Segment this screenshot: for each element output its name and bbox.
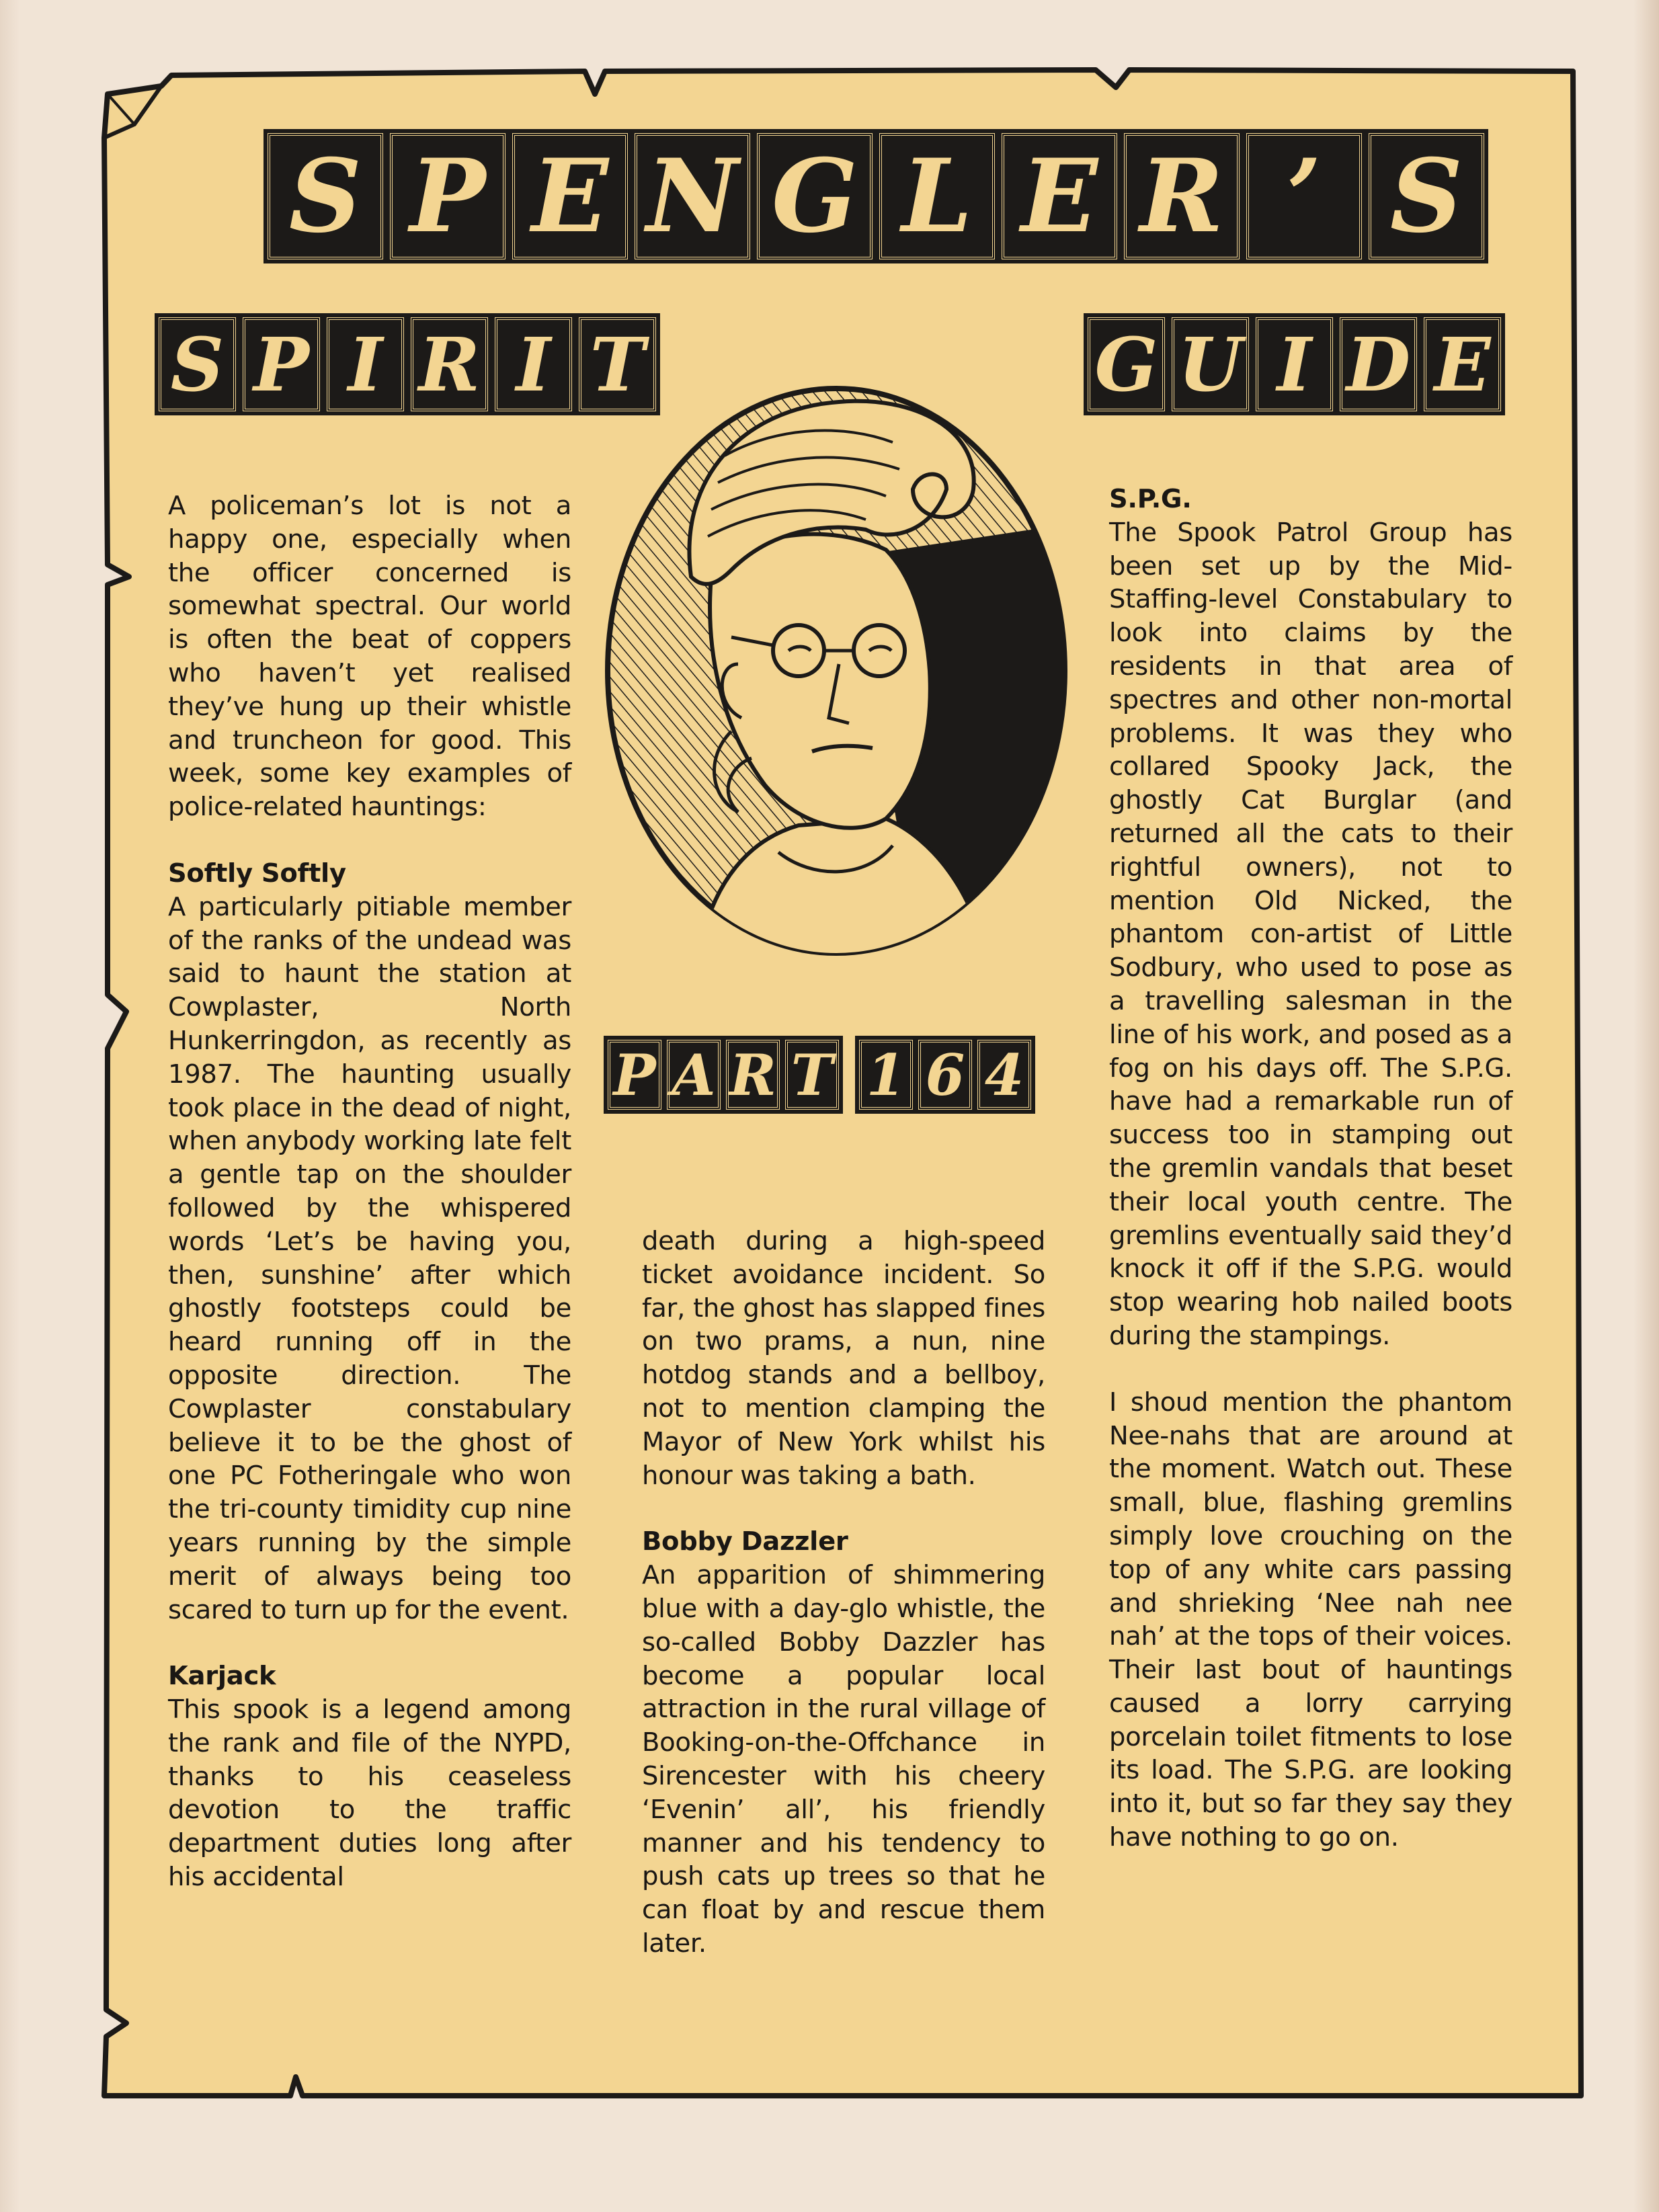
title-letter-tile: I <box>1256 317 1333 411</box>
title-letter-tile: U <box>1172 317 1249 411</box>
title-letter-tile: P <box>390 133 505 259</box>
title-letter-tile: G <box>757 133 873 259</box>
title-guide <box>1088 317 1501 411</box>
part-letter-tile: A <box>667 1040 721 1110</box>
title-letter-tile: R <box>411 317 488 411</box>
bobby-dazzler-body: An apparition of shimmering blue with a day-glo whistle, the so-called Bobby Dazzler has become a popular local attraction in the rural village of Booking-on-the-Offchance in Sirencester with his cheery ‘Evenin’ all’, his friendly manner and his tendency to push cats up trees so that he can float by and rescue them later. <box>642 1560 1045 1959</box>
title-letter-tile: D <box>1340 317 1417 411</box>
title-letter-tile: I <box>327 317 404 411</box>
softly-softly-body: A particularly pitiable member of the ranks of the undead was said to haunt the station at Cowplaster, North Hunkerringdon, as recently as 1987. The haunting usually took place in the dead of night, when anybody working late felt a gentle tap on the shoulder followed by the whispered words ‘Let’s be having you, then, sunshine’ after which ghostly footsteps could be heard running off in the opposite direction. The Cowplaster constabulary believe it to be the ghost of one PC Fotheringale who won the tri-county timidity cup nine years running by the simple merit of always being too scared to turn up for the event. <box>168 891 571 1625</box>
heading-bobby-dazzler: Bobby Dazzler <box>642 1526 848 1557</box>
title-letter-tile: L <box>879 133 995 259</box>
part-digit-tile: 4 <box>977 1040 1031 1110</box>
intro-paragraph: A policeman’s lot is not a happy one, especially when the officer concerned is somewhat spectral. Our world is often the beat of coppers who haven’t yet realised they’ve hung up their whistle and truncheon for good. This week, some key examples of police-related hauntings: <box>168 491 571 823</box>
heading-spg: S.P.G. <box>1109 484 1192 514</box>
title-letter-tile: S <box>159 317 236 411</box>
nee-nahs-body: I shoud mention the phantom Nee-nahs that are around at the moment. Watch out. These small, blue, flashing gremlins simply love crouching on the top of any white cars passing and shrieking ‘Nee nah nee nah’ at the tops of their voices. Their last bout of hauntings caused a lorry carrying porcelain toilet fitments to lose its load. The S.P.G. are looking into it, but so far they say they have nothing to go on. <box>1109 1387 1512 1853</box>
part-spacer <box>844 1040 854 1110</box>
part-label <box>608 1040 1031 1110</box>
column-middle <box>642 1225 1045 1961</box>
title-spenglers <box>268 133 1484 259</box>
column-left <box>168 489 571 1894</box>
title-letter-tile: G <box>1088 317 1165 411</box>
title-letter-tile: I <box>495 317 572 411</box>
title-letter-tile: E <box>512 133 628 259</box>
part-digit-tile: 1 <box>859 1040 913 1110</box>
title-letter-tile: P <box>243 317 320 411</box>
title-letter-tile: N <box>635 133 750 259</box>
title-letter-tile: T <box>579 317 656 411</box>
part-letter-tile: P <box>608 1040 661 1110</box>
spg-body: The Spook Patrol Group has been set up by the Mid-Staffing-level Constabulary to look into claims by the residents in that area of spectres and other non-mortal problems. It was they who collared Spooky Jack, the ghostly Cat Burglar (and returned all the cats to their rightful owners), not to mention Old Nicked, the phantom con-artist of Little Sodbury, who used to pose as a travelling salesman in the line of his work, and posed as a fog on his days off. The S.P.G. have had a remarkable run of success too in stamping out the gremlin vandals that beset their local youth centre. The gremlins eventually said they’d knock it off if the S.P.G. would stop wearing hob nailed boots during the stampings. <box>1109 517 1512 1351</box>
title-letter-tile: S <box>268 133 383 259</box>
karjack-continuation: death during a high-speed ticket avoidance incident. So far, the ghost has slapped fines on two prams, a nun, nine hotdog stands and a bellboy, not to mention clamping the Mayor of New York whilst his honour was taking a bath. <box>642 1226 1045 1491</box>
title-letter-tile: E <box>1002 133 1117 259</box>
part-digit-tile: 6 <box>918 1040 972 1110</box>
part-letter-tile: R <box>726 1040 780 1110</box>
title-letter-tile: R <box>1124 133 1240 259</box>
heading-softly-softly: Softly Softly <box>168 858 346 889</box>
title-letter-tile: S <box>1369 133 1484 259</box>
title-letter-tile: ’ <box>1246 133 1362 259</box>
part-letter-tile: T <box>785 1040 839 1110</box>
heading-karjack: Karjack <box>168 1661 276 1692</box>
karjack-body: This spook is a legend among the rank and file of the NYPD, thanks to his ceaseless devotion to the traffic department duties long after his accidental <box>168 1694 571 1893</box>
title-spirit <box>159 317 656 411</box>
column-right <box>1109 483 1512 1854</box>
title-letter-tile: E <box>1424 317 1501 411</box>
ghost-policeman-portrait <box>597 355 1076 960</box>
